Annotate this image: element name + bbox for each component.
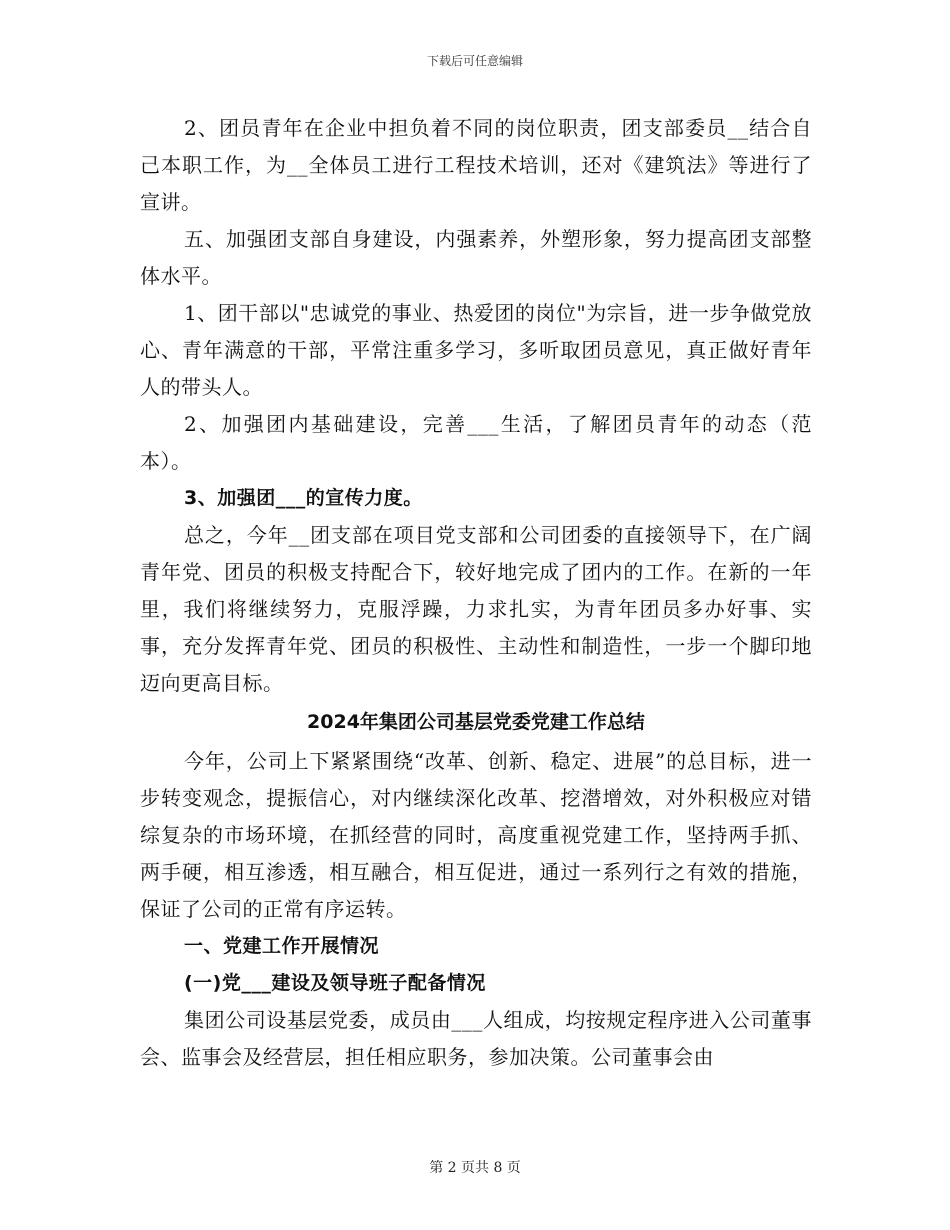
paragraph-3: 1、团干部以"忠诚党的事业、热爱团的岗位"为宗旨，进一步争做党放心、青年满意的干部，平常注重多学习，多听取团员意见，真正做好青年人的带头人。	[140, 301, 812, 399]
paragraph-10: 集团公司设基层党委，成员由___人组成，均按规定程序进入公司董事会、监事会及经营层，担任相应职务，参加决策。公司董事会由	[140, 1008, 812, 1069]
heading-1: 一、党建工作开展情况	[184, 935, 380, 957]
document-body	[140, 110, 812, 1076]
heading-1-1: (一)党___建设及领导班子配备情况	[184, 972, 486, 994]
paragraph-1: 2、团员青年在企业中担负着不同的岗位职责，团支部委员__结合自己本职工作，为__全体员工进行工程技术培训，还对《建筑法》等进行了宣讲。	[140, 116, 812, 214]
paragraph-6: 总之，今年__团支部在项目党支部和公司团委的直接领导下，在广阔青年党、团员的积极支持配合下，较好地完成了团内的工作。在新的一年里，我们将继续努力，克服浮躁，力求扎实，为青年团员多办好事、实事，充分发挥青年党、团员的积极性、主动性和制造性，一步一个脚印地迈向更高目标。	[140, 523, 812, 695]
paragraph-2: 五、加强团支部自身建设，内强素养，外塑形象，努力提高团支部整体水平。	[140, 227, 812, 288]
page-footer: 第 2 页共 8 页	[429, 1160, 521, 1176]
section-title: 2024年集团公司基层党委党建工作总结	[307, 711, 645, 733]
paragraph-4: 2、加强团内基础建设，完善___生活，了解团员青年的动态（范本）。	[140, 412, 812, 473]
page-header: 下载后可任意编辑	[426, 54, 523, 68]
paragraph-7: 今年，公司上下紧紧围绕“改革、创新、稳定、进展”的总目标，进一步转变观念，提振信心，对内继续深化改革、挖潜增效，对外积极应对错综复杂的市场环境，在抓经营的同时，高度重视党建工作，坚持两手抓、两手硬，相互渗透，相互融合，相互促进，通过一系列行之有效的措施，保证了公司的正常有序运转。	[140, 749, 812, 921]
paragraph-5-bold: 3、加强团___的宣传力度。	[184, 487, 423, 509]
